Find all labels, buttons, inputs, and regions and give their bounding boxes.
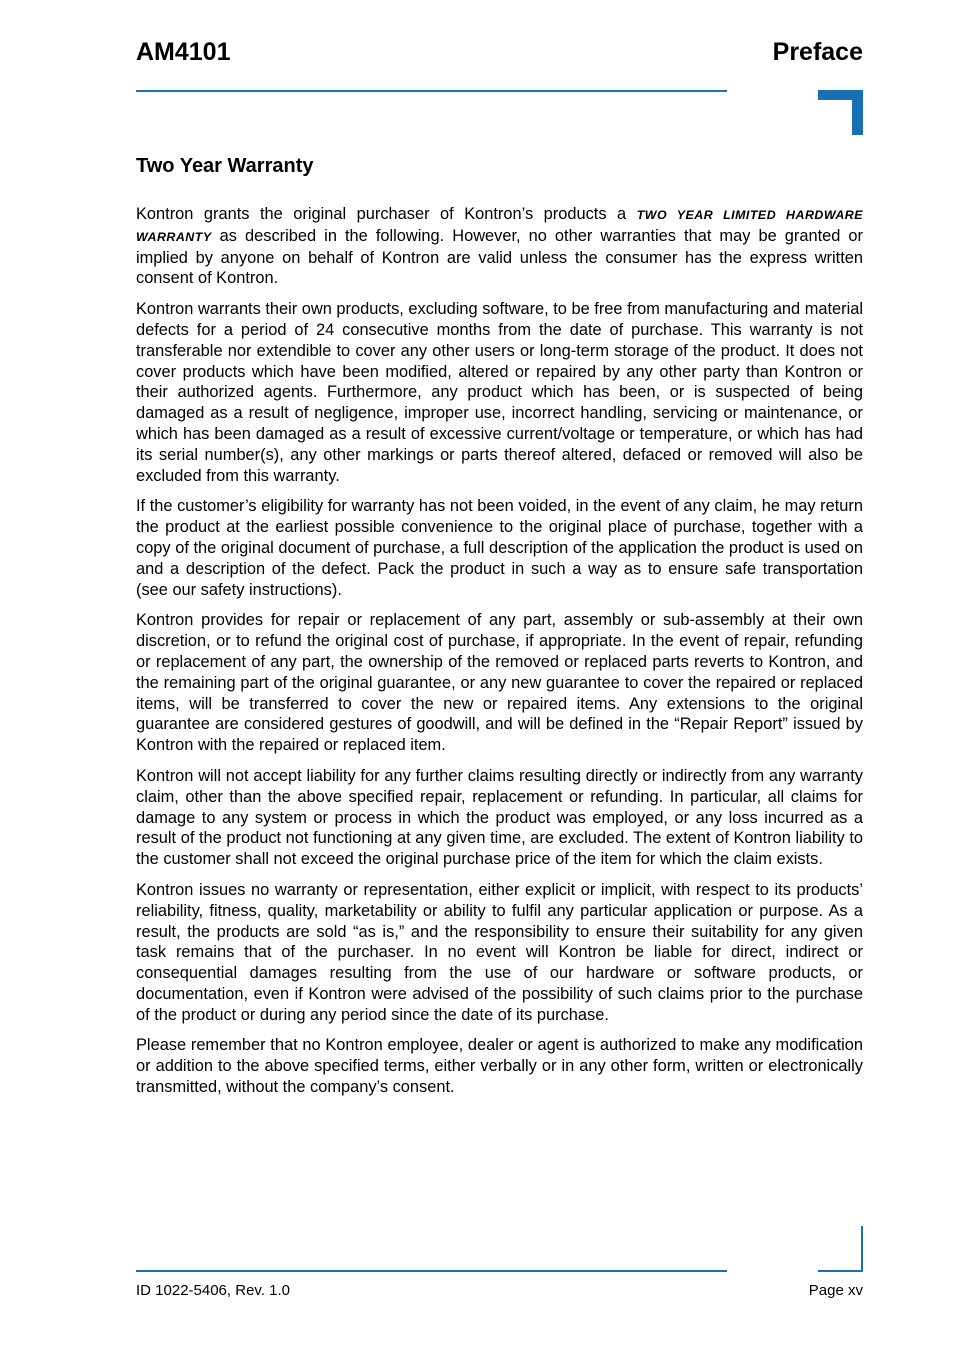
paragraph-6: Kontron issues no warranty or representation, either explicit or implicit, with respect to its products’ reliability, fitness, quality, marketability or ability to fulfil any particular application or purpose. As a result, the products are sold “as is,” and the responsibility to ensure their suitability for any given task remains that of the purchaser. In no event will Kontron be liable for direct, indirect or consequential damages resulting from the use of our hardware or software products, or documentation, even if Kontron were advised of the possibility of such claims prior to the purchase of the product or during any period since the date of its purchase.: [136, 880, 863, 1024]
header-corner-mark-vertical: [852, 90, 863, 135]
footer-corner-mark-horizontal: [818, 1270, 863, 1272]
header-chapter-title: Preface: [772, 38, 863, 66]
paragraph-1-intro: Kontron grants the original purchaser of Kontron’s products a: [136, 205, 637, 223]
body-text: [136, 204, 863, 1108]
warranty-emphasis: TWO YEAR LIMITED HARDWARE WARRANTY: [136, 208, 864, 244]
paragraph-1-rest: as described in the following. However, no other warranties that may be granted or implied by anyone on behalf of Kontron are valid unless the consumer has the express written consent of Kontron.: [136, 226, 863, 288]
paragraph-7: Please remember that no Kontron employee, dealer or agent is authorized to make any modification or addition to the above specified terms, either verbally or in any other form, written or electronically transmitted, without the company’s consent.: [136, 1036, 863, 1097]
paragraph-3: If the customer’s eligibility for warranty has not been voided, in the event of any claim, he may return the product at the earliest possible convenience to the original place of purchase, together with a copy of the original document of purchase, a full description of the application the product is used on and a description of the defect. Pack the product in such a way as to ensure safe transportation (see our safety instructions).: [136, 497, 863, 599]
footer-document-id: ID 1022-5406, Rev. 1.0: [136, 1282, 290, 1299]
footer-corner-mark: [861, 1226, 863, 1272]
paragraph-5: Kontron will not accept liability for any further claims resulting directly or indirectly from any warranty claim, other than the above specified repair, replacement or refunding. In particular, all claims for damage to any system or process in which the product was employed, or any loss incurred as a result of the product not functioning at any given time, are excluded. The extent of Kontron liability to the customer shall not exceed the original purchase price of the item for which the claim exists.: [136, 766, 863, 869]
header-product-name: AM4101: [136, 38, 231, 66]
header-rule: [136, 90, 727, 92]
section-title: Two Year Warranty: [136, 155, 314, 177]
footer-page-number: Page xv: [808, 1282, 863, 1299]
paragraph-4: Kontron provides for repair or replacement of any part, assembly or sub-assembly at their own discretion, or to refund the original cost of purchase, if appropriate. In the event of repair, refunding or replacement of any part, the ownership of the removed or replaced parts reverts to Kontron, and the remaining part of the original guarantee, or any new guarantee to cover the repaired or replaced items, will be transferred to cover the new or repaired items. Any extensions to the original guarantee are considered gestures of goodwill, and will be defined in the “Repair Report” issued by Kontron with the repaired or replaced item.: [136, 611, 863, 755]
paragraph-1: [136, 204, 863, 289]
footer-rule: [136, 1270, 727, 1272]
paragraph-2: Kontron warrants their own products, excluding software, to be free from manufacturing and material defects for a period of 24 consecutive months from the date of purchase. This warranty is not transferable nor extendible to cover any other users or long-term storage of the product. It does not cover products which have been modified, altered or repaired by any other party than Kontron or their authorized agents. Furthermore, any product which has been, or is suspected of being damaged as a result of negligence, improper use, incorrect handling, servicing or maintenance, or which has been damaged as a result of excessive current/voltage or temperature, or which has had its serial number(s), any other markings or parts thereof altered, defaced or removed will also be excluded from this warranty.: [136, 300, 864, 485]
